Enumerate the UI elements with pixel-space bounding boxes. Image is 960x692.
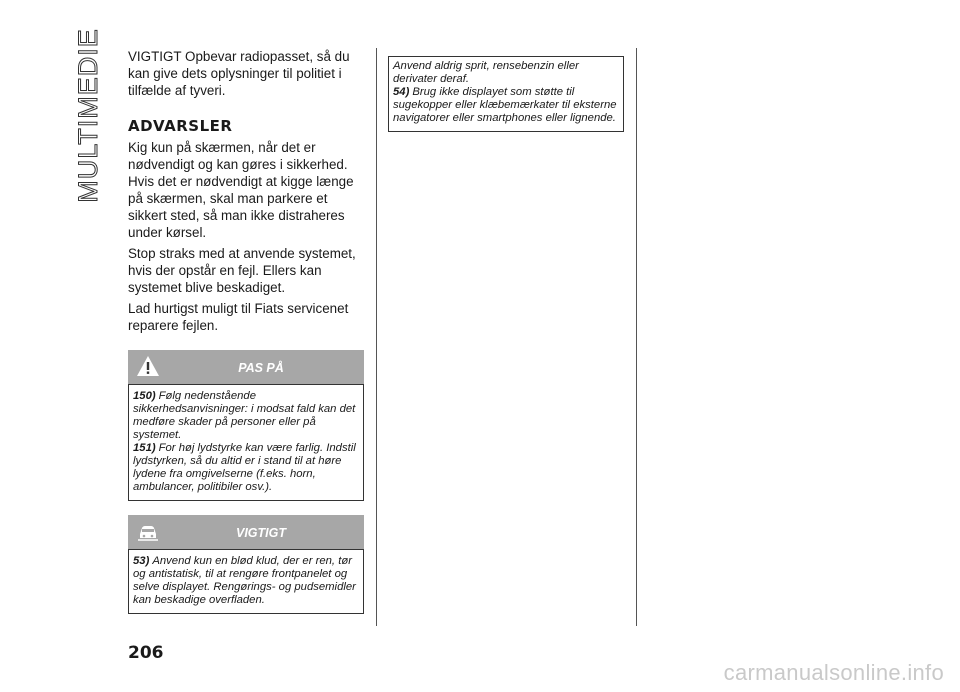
warning-box-title: PAS PÅ [238, 361, 284, 375]
continued-item: Anvend aldrig sprit, rensebenzin eller derivater deraf. [393, 60, 579, 85]
warning-item: 151) For høj lydstyrke kan være farlig. Indstil lydstyrken, så du altid er i stand til at høre lydene fra omgivelserne (f.eks. horn, ambulancer, politibiler osv.). [133, 442, 356, 493]
important-item: 53) Anvend kun en blød klud, der er ren, tør og antistatisk, til at rengøre frontpanelet og selve displayet. Rengørings- og pudsemidler kan beskadige overfladen. [133, 555, 356, 606]
continued-item: 54) Brug ikke displayet som støtte til sugekopper eller klæbemærkater til eksterne navigatorer eller smartphones eller lignende. [393, 86, 617, 124]
warning-box-body [128, 384, 364, 501]
intro-paragraph: VIGTIGT Opbevar radiopasset, så du kan give dets oplysninger til politiet i tilfælde af tyveri. [128, 49, 350, 98]
warning-item: 150) Følg nedenstående sikkerhedsanvisninger: i modsat fald kan det medføre skader på personer eller på systemet. [133, 390, 356, 441]
important-box-title: VIGTIGT [236, 526, 286, 540]
middle-column [388, 56, 624, 132]
column-divider-right [636, 48, 637, 626]
warning-box-header [128, 350, 364, 384]
watermark: carmanualsonline.info [723, 660, 944, 685]
page-number: 206 [128, 643, 164, 663]
warnings-heading: ADVARSLER [128, 117, 233, 135]
column-divider-left [376, 48, 377, 626]
paragraph-2: Stop straks med at anvende systemet, hvis der opstår en fejl. Ellers kan systemet blive beskadiget. [128, 246, 356, 295]
important-box-body [128, 549, 364, 614]
continued-box-body [388, 56, 624, 132]
paragraph-1: Kig kun på skærmen, når det er nødvendigt og kan gøres i sikkerhed. Hvis det er nødvendigt at kigge længe på skærmen, skal man parkere et sikkert sted, så man ikke distraheres under kørsel. [128, 140, 354, 240]
paragraph-3: Lad hurtigst muligt til Fiats servicenet reparere fejlen. [128, 301, 349, 333]
important-box-header [128, 515, 364, 549]
left-column [128, 48, 364, 614]
section-side-title [68, 28, 108, 203]
section-title-text: MULTIMEDIE [72, 28, 103, 203]
